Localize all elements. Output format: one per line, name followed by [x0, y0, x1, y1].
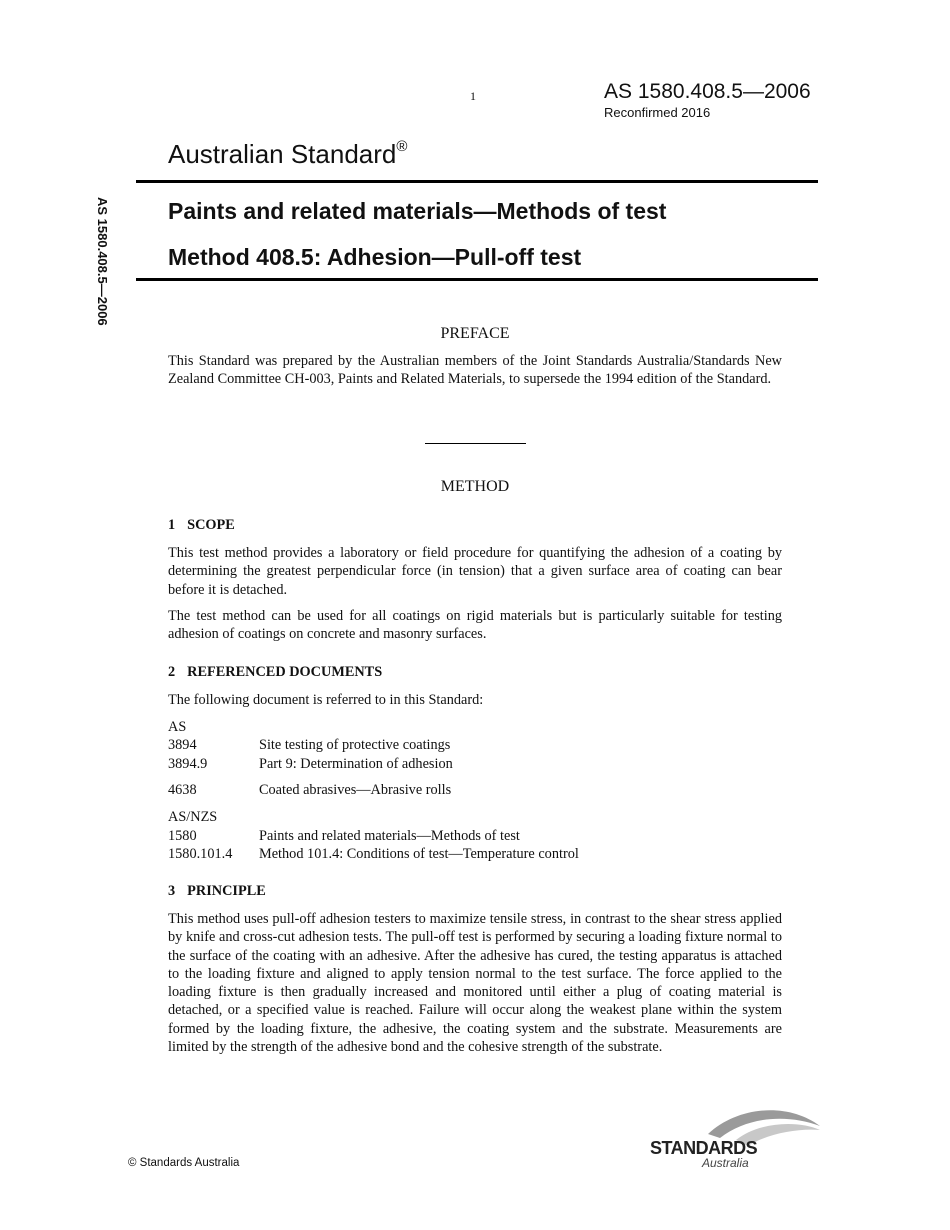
scope-paragraph-2: The test method can be used for all coatings on rigid materials but is particularly suitable for testing adhesion of coatings on concrete and masonry surfaces. — [168, 608, 782, 643]
principle-heading — [168, 883, 266, 900]
reconfirmed-note: Reconfirmed 2016 — [604, 105, 711, 120]
registered-mark: ® — [396, 138, 408, 155]
preface-heading: PREFACE — [440, 325, 510, 342]
ref-title: Coated abrasives—Abrasive rolls — [259, 782, 452, 798]
ref-code: 4638 — [168, 782, 197, 798]
logo-wordmark: STANDARDS — [650, 1138, 758, 1158]
preface-text: This Standard was prepared by the Australian members of the Joint Standards Australia/Standards New Zealand Committee CH-003, Paints and Related Materials, to supersede the 1994 edition of the Standard. — [168, 353, 782, 388]
principle-number: 3 — [168, 883, 176, 899]
references-heading — [168, 664, 382, 681]
ref-title: Paints and related materials—Methods of test — [259, 828, 520, 844]
scope-heading — [168, 517, 235, 534]
ref-item — [168, 755, 453, 773]
ref-item — [168, 845, 579, 863]
side-standard-code: AS 1580.408.5—2006 — [95, 197, 110, 326]
page-number: 1 — [470, 89, 476, 103]
ref-title: Site testing of protective coatings — [259, 737, 451, 753]
title-bottom-rule — [136, 278, 818, 281]
title-top-rule — [136, 180, 818, 183]
brand-title — [168, 138, 407, 170]
references-number: 2 — [168, 664, 176, 680]
section-divider — [425, 443, 526, 444]
copyright-notice: © Standards Australia — [128, 1157, 240, 1169]
ref-item — [168, 736, 450, 754]
method-heading: METHOD — [440, 478, 510, 495]
principle-text: This method uses pull-off adhesion testers to maximize tensile stress, in contrast to the shear stress applied by knife and cross-cut adhesion tests. The pull-off test is performed by securing a loading fixture normal to the surface of the coating with an adhesive. After the adhesive has cured, the testing apparatus is attached to the loading fixture and aligned to apply tension normal to the test surface. The force applied to the loading fixture is then gradually increased and monitored until either a plug of coating material is detached, or a specified value is reached. Failure will occur along the weakest plane within the system formed by the loading fixture, the adhesive, the coating system and the substrate. Measurements are limited by the strength of the adhesive bond and the cohesive strength of the substrate. — [168, 911, 782, 1056]
brand-title-text: Australian Standard — [168, 139, 397, 169]
ref-item — [168, 781, 451, 799]
ref-item — [168, 827, 520, 845]
references-intro: The following document is referred to in this Standard: — [168, 692, 484, 708]
ref-code: 3894 — [168, 737, 197, 753]
ref-code: 1580 — [168, 828, 197, 844]
scope-title: SCOPE — [187, 517, 235, 533]
ref-group-as-label: AS — [168, 719, 187, 735]
principle-title: PRINCIPLE — [187, 883, 266, 899]
ref-code: 3894.9 — [168, 756, 208, 772]
logo-subtext: Australia — [702, 1156, 749, 1170]
document-title: Paints and related materials—Methods of test — [168, 198, 667, 224]
standards-australia-logo — [648, 1104, 823, 1174]
scope-paragraph-1: This test method provides a laboratory or field procedure for quantifying the adhesion of a coating by determining the greatest perpendicular force (in tension) that a given surface area of coating can bear before it is detached. — [168, 545, 782, 598]
scope-number: 1 — [168, 517, 176, 533]
ref-title: Method 101.4: Conditions of test—Temperature control — [259, 846, 579, 862]
standard-code: AS 1580.408.5—2006 — [604, 80, 811, 103]
ref-code: 1580.101.4 — [168, 846, 233, 862]
method-title: Method 408.5: Adhesion—Pull-off test — [168, 244, 582, 270]
ref-title: Part 9: Determination of adhesion — [259, 756, 453, 772]
ref-group-asnzs-label: AS/NZS — [168, 809, 218, 825]
references-title: REFERENCED DOCUMENTS — [187, 664, 383, 680]
